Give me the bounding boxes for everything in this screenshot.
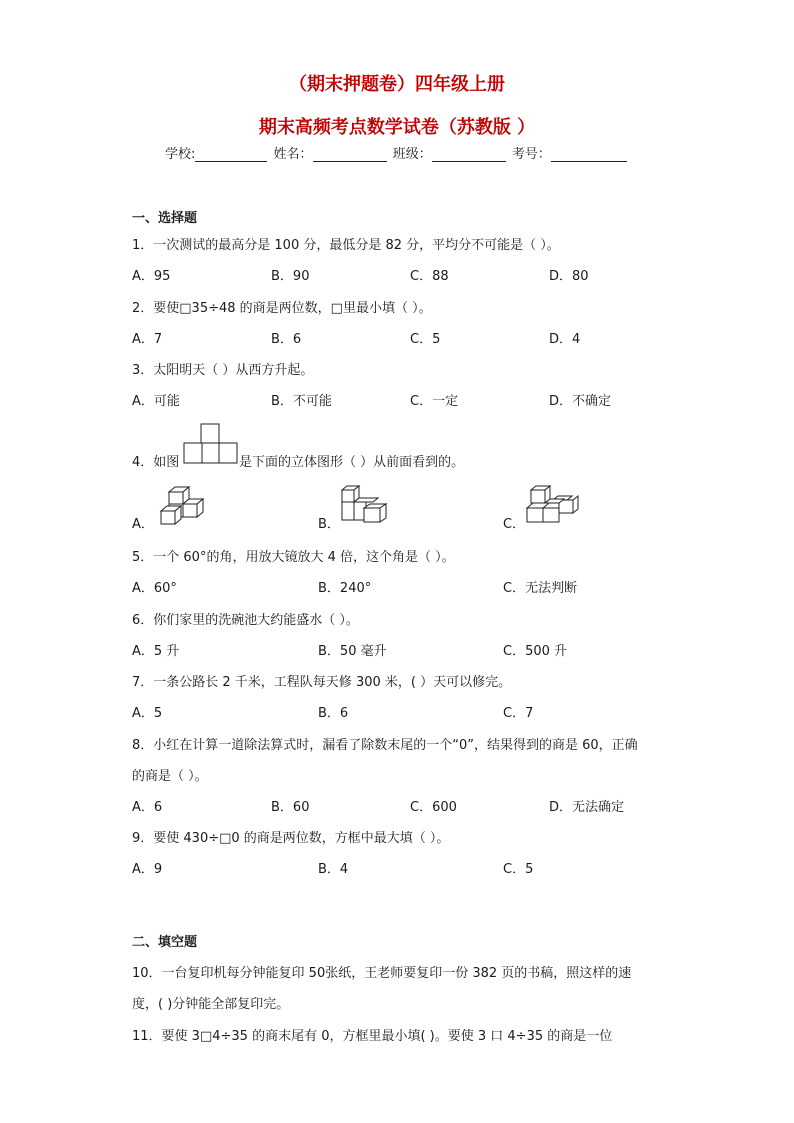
student-info-line <box>165 143 629 162</box>
question-4-suffix: 是下面的立体图形（ ）从前面看到的。 <box>239 455 465 470</box>
section-heading-choice: 一、选择题 <box>132 211 198 226</box>
question-10-line1: 10．一台复印机每分钟能复印 50张纸，王老师要复印一份 382 页的书稿，照这样的速 <box>132 966 632 981</box>
question-1: 1．一次测试的最高分是 100 分，最低分是 82 分，平均分不可能是（ ）。 <box>132 238 560 253</box>
school-blank[interactable] <box>195 147 267 162</box>
q4-option-b: B． <box>318 517 340 532</box>
q8-option-b: B．60 <box>271 800 310 815</box>
q5-option-c: C．无法判断 <box>503 581 578 596</box>
name-blank[interactable] <box>313 147 387 162</box>
question-8-line1: 8．小红在计算一道除法算式时，漏看了除数末尾的一个“0”，结果得到的商是 60，正确 <box>132 738 638 753</box>
section-heading-fill: 二、填空题 <box>132 935 198 950</box>
name-label: 姓名： <box>273 147 313 162</box>
question-9: 9．要使 430÷□0 的商是两位数，方框中最大填（ ）。 <box>132 831 450 846</box>
q2-option-b: B．6 <box>271 332 302 347</box>
q7-option-a: A．5 <box>132 706 163 721</box>
q7-option-c: C．7 <box>503 706 534 721</box>
q2-option-c: C．5 <box>410 332 441 347</box>
q5-option-a: A．60° <box>132 581 177 596</box>
q4-option-c: C． <box>503 517 526 532</box>
q3-option-b: B．不可能 <box>271 394 332 409</box>
exam-title-line2: 期末高频考点数学试卷（苏教版 ） <box>258 117 536 138</box>
q6-option-b: B．50 毫升 <box>318 644 387 659</box>
q8-option-c: C．600 <box>410 800 457 815</box>
q1-option-b: B．90 <box>271 269 310 284</box>
q2-option-d: D．4 <box>549 332 581 347</box>
question-4-prefix: 4．如图 <box>132 455 180 470</box>
class-label: 班级： <box>392 147 432 162</box>
q5-option-b: B．240° <box>318 581 372 596</box>
q1-option-d: D．80 <box>549 269 589 284</box>
question-8-line2: 的商是（ ）。 <box>132 769 208 784</box>
front-view-figure <box>183 423 239 465</box>
q8-option-a: A．6 <box>132 800 163 815</box>
question-6: 6．你们家里的洗碗池大约能盛水（ ）。 <box>132 613 359 628</box>
q3-option-a: A．可能 <box>132 394 180 409</box>
question-7: 7．一条公路长 2 千米，工程队每天修 300 米，( ）天可以修完。 <box>132 675 512 690</box>
q1-option-a: A．95 <box>132 269 171 284</box>
q4-option-c-cube-figure <box>525 484 581 526</box>
q6-option-a: A．5 升 <box>132 644 180 659</box>
q9-option-a: A．9 <box>132 862 163 877</box>
question-10-line2: 度，( )分钟能全部复印完。 <box>132 997 290 1012</box>
exam-title-line1: （期末押题卷）四年级上册 <box>289 74 505 95</box>
q4-option-b-cube-figure <box>340 484 392 526</box>
question-2: 2．要使□35÷48 的商是两位数，□里最小填（ ）。 <box>132 301 432 316</box>
q7-option-b: B．6 <box>318 706 349 721</box>
q4-option-a-cube-figure <box>155 484 207 526</box>
q3-option-c: C．一定 <box>410 394 459 409</box>
q3-option-d: D．不确定 <box>549 394 612 409</box>
q6-option-c: C．500 升 <box>503 644 568 659</box>
q9-option-b: B．4 <box>318 862 349 877</box>
q4-option-a: A． <box>132 517 154 532</box>
q9-option-c: C．5 <box>503 862 534 877</box>
class-blank[interactable] <box>432 147 506 162</box>
school-label: 学校: <box>165 147 196 162</box>
q1-option-c: C．88 <box>410 269 449 284</box>
q8-option-d: D．无法确定 <box>549 800 625 815</box>
question-5: 5．一个 60°的角，用放大镜放大 4 倍，这个角是（ ）。 <box>132 550 455 565</box>
exam-number-blank[interactable] <box>551 147 627 162</box>
question-3: 3．太阳明天（ ）从西方升起。 <box>132 363 314 378</box>
question-11-line1: 11．要使 3□4÷35 的商末尾有 0，方框里最小填( )。要使 3 口 4÷35 的商是一位 <box>132 1029 613 1044</box>
exam-number-label: 考号： <box>511 147 551 162</box>
q2-option-a: A．7 <box>132 332 163 347</box>
